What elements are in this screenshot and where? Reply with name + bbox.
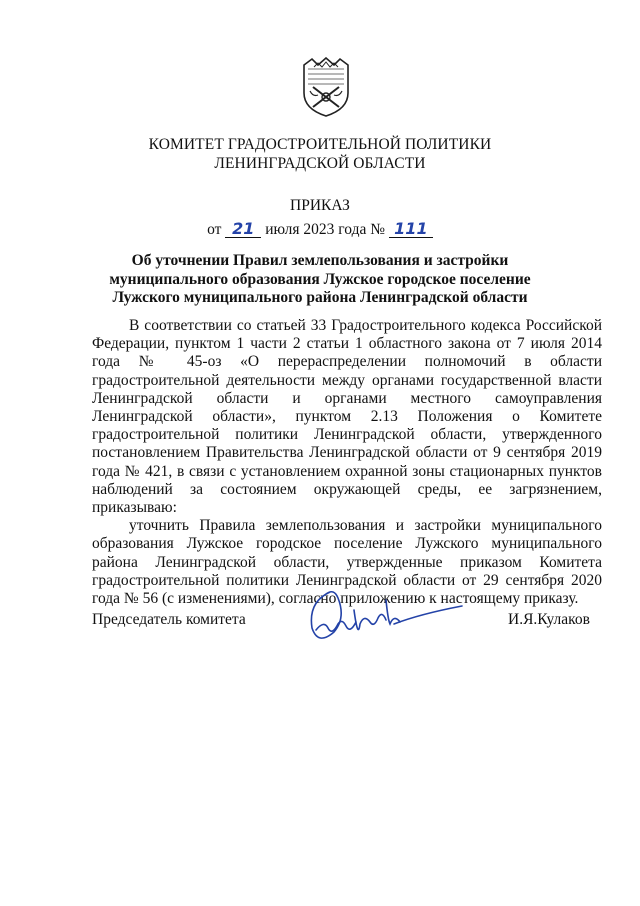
coat-of-arms-icon <box>300 57 352 117</box>
subject-line1: Об уточнении Правил землепользования и застройки <box>131 252 509 269</box>
order-subject <box>0 252 640 308</box>
order-date-line <box>0 221 640 239</box>
subject-line3: Лужского муниципального района Ленинградской области <box>112 289 528 306</box>
signer-position: Председатель комитета <box>92 611 246 628</box>
order-date-prefix: от <box>207 221 222 238</box>
signer-name: И.Я.Кулаков <box>508 611 590 628</box>
subject-line2: муниципального образования Лужское городское поселение <box>109 270 531 288</box>
body-paragraph-2: уточнить Правила землепользования и застройки муниципального образования Лужское городское поселение Лужского муниципального района Ленинградской области, утвержденные приказом Комитета градостроительной политики Ленинградской области от 29 сентября 2020 года № 56 (с изменениями), согласно приложению к настоящему приказу. <box>92 517 602 608</box>
body-paragraph-1: В соответствии со статьей 33 Градостроительного кодекса Российской Федерации, пунктом 1 части 2 статьи 1 областного закона от 7 июля 2014 года № 45-оз «О перераспределении полномочий в области градостроительной деятельности между органами государственной власти Ленинградской области и органами местного самоуправления Ленинградской области», пунктом 2.13 Положения о Комитете градостроительной политики Ленинградской области, утвержденного постановлением Правительства Ленинградской области от 9 сентября 2019 года № 421, в связи с установлением охранной зоны стационарных пунктов наблюдений за состоянием окружающей среды, ее загрязнением, приказываю: <box>92 317 602 517</box>
order-month-year: июля 2023 года № <box>265 221 385 238</box>
order-number: 111 <box>389 221 433 238</box>
order-body <box>92 317 602 608</box>
committee-name-line2: ЛЕНИНГРАДСКОЙ ОБЛАСТИ <box>214 155 426 172</box>
document-type: ПРИКАЗ <box>290 197 350 214</box>
handwritten-signature <box>290 580 465 650</box>
committee-name-line1: КОМИТЕТ ГРАДОСТРОИТЕЛЬНОЙ ПОЛИТИКИ <box>148 136 492 153</box>
order-day: 21 <box>225 221 261 238</box>
